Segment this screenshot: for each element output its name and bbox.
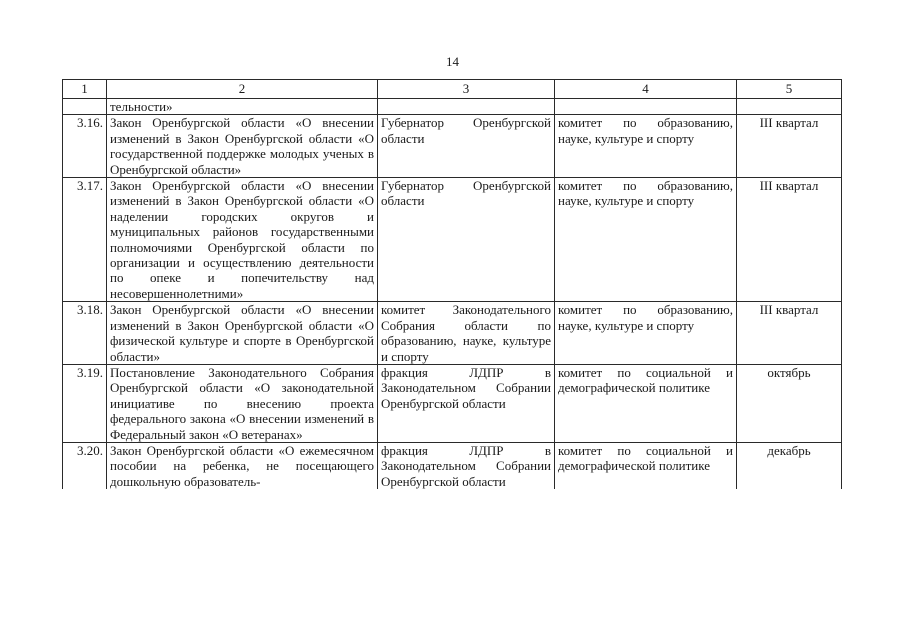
table-row xyxy=(63,302,842,365)
cell-term: III квартал xyxy=(737,178,842,302)
header-col-2: 2 xyxy=(107,80,378,99)
page-number: 14 xyxy=(446,54,459,69)
table-row xyxy=(63,442,842,489)
legislative-plan-table xyxy=(62,79,842,489)
cell-num xyxy=(63,99,107,115)
cell-committee: комитет по образованию, науке, культуре и спорту xyxy=(555,115,737,178)
cell-num: 3.20. xyxy=(63,442,107,489)
cell-committee: комитет по образованию, науке, культуре и спорту xyxy=(555,178,737,302)
cell-title: Закон Оренбургской области «О внесении изменений в Закон Оренбургской области «О физической культуре и спорте в Оренбургской области» xyxy=(107,302,378,365)
cell-title: Закон Оренбургской области «О внесении изменений в Закон Оренбургской области «О государственной поддержке молодых ученых в Оренбургской области» xyxy=(107,115,378,178)
cell-term: октябрь xyxy=(737,364,842,442)
cell-term: декабрь xyxy=(737,442,842,489)
header-col-4: 4 xyxy=(555,80,737,99)
header-col-5: 5 xyxy=(737,80,842,99)
cell-committee xyxy=(555,99,737,115)
header-col-1: 1 xyxy=(63,80,107,99)
table-row xyxy=(63,178,842,302)
cell-author: фракция ЛДПР в Законодательном Собрании Оренбургской области xyxy=(378,364,555,442)
cell-title: Закон Оренбургской области «О внесении изменений в Закон Оренбургской области «О наделении городских округов и муниципальных районов государственными полномочиями Оренбургской области по организации и осуществлению деятельности по опеке и попечительству над несовершеннолетними» xyxy=(107,178,378,302)
table-row xyxy=(63,364,842,442)
cell-num: 3.16. xyxy=(63,115,107,178)
cell-committee: комитет по социальной и демографической политике xyxy=(555,364,737,442)
cell-title: тельности» xyxy=(107,99,378,115)
header-col-3: 3 xyxy=(378,80,555,99)
cell-num: 3.18. xyxy=(63,302,107,365)
cell-title: Постановление Законодательного Собрания Оренбургской области «О законодательной инициативе по внесению проекта федерального закона «О внесении изменений в Федеральный закон «О ветеранах» xyxy=(107,364,378,442)
cell-committee: комитет по образованию, науке, культуре и спорту xyxy=(555,302,737,365)
cell-term: III квартал xyxy=(737,115,842,178)
cell-committee: комитет по социальной и демографической политике xyxy=(555,442,737,489)
cell-author xyxy=(378,99,555,115)
cell-author: фракция ЛДПР в Законодательном Собрании Оренбургской области xyxy=(378,442,555,489)
cell-author: комитет Законодательного Собрания области по образованию, науке, культуре и спорту xyxy=(378,302,555,365)
cell-author: Губернатор Оренбургской области xyxy=(378,178,555,302)
header-row xyxy=(63,80,842,99)
cell-term xyxy=(737,99,842,115)
cell-title: Закон Оренбургской области «О ежемесячном пособии на ребенка, не посещающего дошкольную образователь- xyxy=(107,442,378,489)
cell-author: Губернатор Оренбургской области xyxy=(378,115,555,178)
continuation-row xyxy=(63,99,842,115)
table-row xyxy=(63,115,842,178)
cell-num: 3.17. xyxy=(63,178,107,302)
cell-term: III квартал xyxy=(737,302,842,365)
cell-num: 3.19. xyxy=(63,364,107,442)
